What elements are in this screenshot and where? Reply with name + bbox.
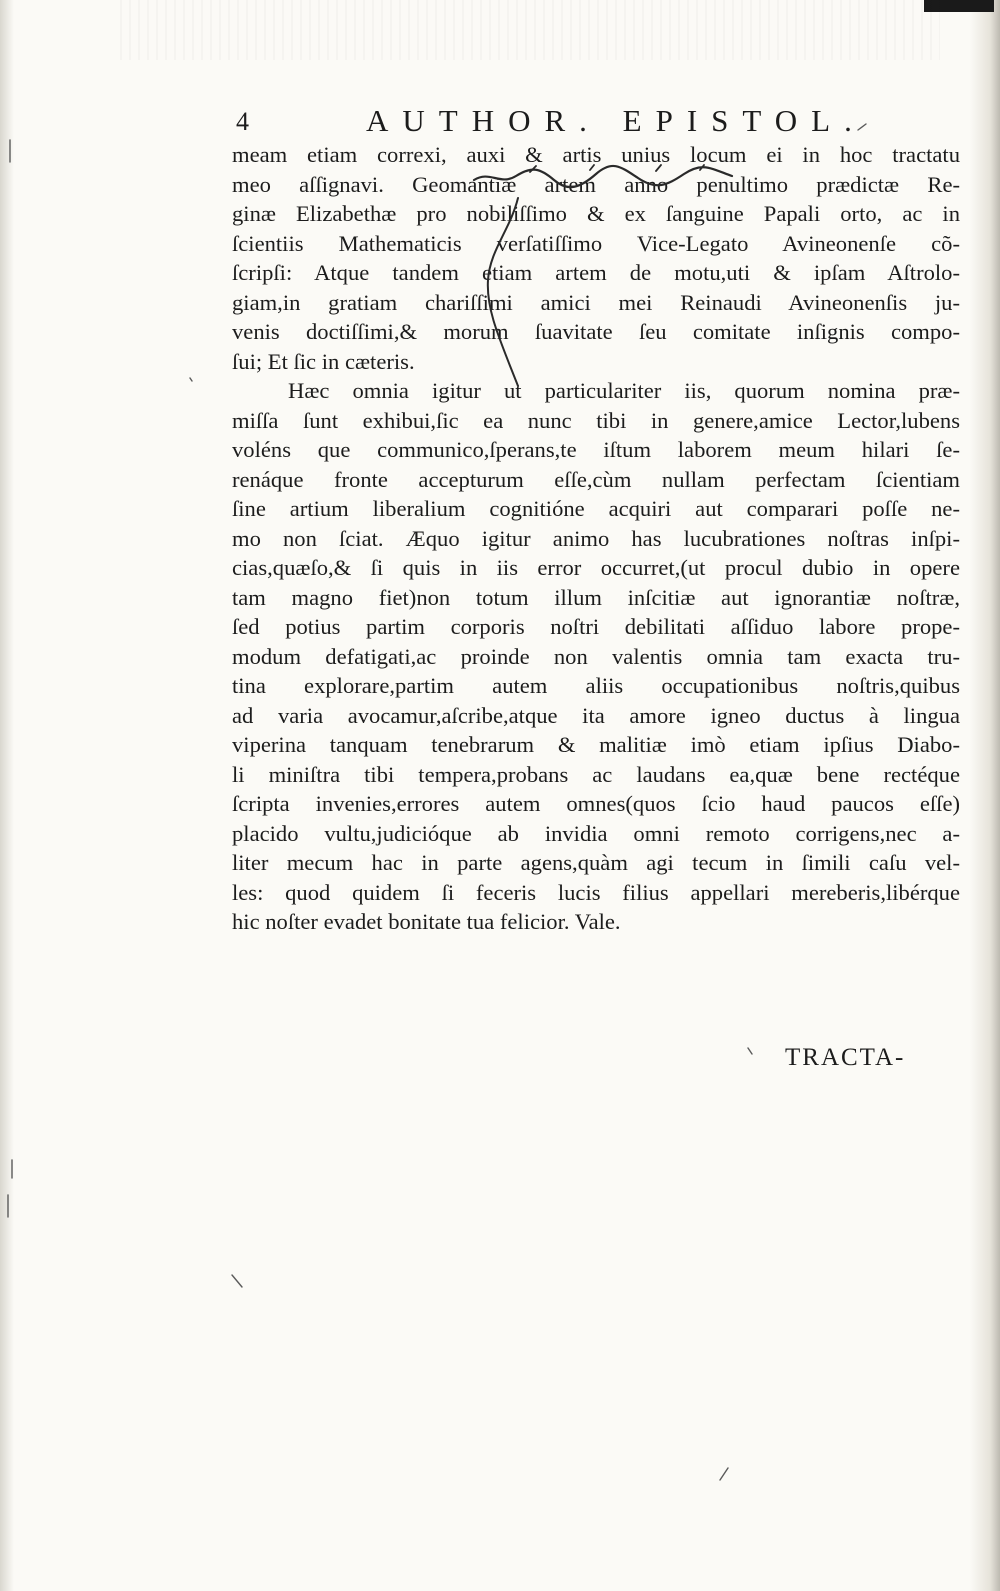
text-line: ſine artium liberalium cognitióne acquiri aut comparari poſſe ne- (232, 496, 960, 521)
text-line: ad varia avocamur,aſcribe,atque ita amore igneo ductus à lingua (232, 702, 960, 728)
text-line: viperina tanquam tenebrarum & malitiæ imò etiam ipſius Diabo- (232, 732, 960, 757)
text-line: li miniſtra tibi tempera,probans ac laudans ea,quæ bene rectéque (232, 761, 960, 787)
text-line: cias,quæſo,& ſi quis in iis error occurret,(ut procul dubio in opere (232, 555, 960, 580)
page-edge-shadow-right (970, 0, 1000, 1591)
text-line: renáque fronte accepturum eſſe,cùm nullam perfectam ſcientiam (232, 466, 960, 492)
text-line: meo aſſignavi. Geomantiæ artem anno penultimo prædictæ Re- (232, 171, 960, 197)
text-line: tam magno fiet)non totum illum inſcitiæ aut ignorantiæ noſtræ, (232, 584, 960, 610)
paragraph-end-line: ſui; Et ſic in cæteris. (232, 348, 415, 374)
running-head: AUTHOR. EPISTOL. (366, 103, 866, 138)
text-line: ginæ Elizabethæ pro nobiliſſimo & ex ſanguine Papali orto, ac in (232, 201, 960, 226)
text-line: voléns que communico,ſperans,te iſtum laborem meum hilari ſe- (232, 437, 960, 462)
text-line: miſſa ſunt exhibui,ſic ea nunc tibi in genere,amice Lector,lubens (232, 407, 960, 433)
paragraph-end-line: hic noſter evadet bonitate tua felicior. Vale. (232, 909, 621, 934)
text-line: ſcripſi: Atque tandem etiam artem de motu,uti & ipſam Aſtrolo- (232, 260, 960, 285)
text-line: meam etiam correxi, auxi & artis unius locum ei in hoc tractatu (232, 142, 960, 167)
text-line: ſcripta invenies,errores autem omnes(quos ſcio haud paucos eſſe) (232, 791, 960, 816)
text-line: placido vultu,judicióque ab invidia omni remoto corrigens,nec a- (232, 820, 960, 846)
show-through-bleed (120, 0, 940, 60)
page-header (236, 103, 956, 143)
page-edge-shadow-left (0, 0, 14, 1591)
text-line: les: quod quidem ſi feceris lucis filius appellari mereberis,libérque (232, 879, 960, 905)
page-number: 4 (236, 107, 249, 136)
text-line: modum defatigati,ac proinde non valentis omnia tam exacta tru- (232, 643, 960, 669)
handwritten-annotation (470, 162, 740, 192)
text-line: mo non ſciat. Æquo igitur animo has lucubrationes noſtras inſpi- (232, 525, 960, 551)
text-line: tina explorare,partim autem aliis occupationibus noſtris,quibus (232, 673, 960, 698)
text-line: liter mecum hac in parte agens,quàm agi tecum in ſimili caſu vel- (232, 850, 960, 875)
body-text (232, 140, 960, 937)
text-line: giam,in gratiam chariſſimi amici mei Reinaudi Avineonenſis ju- (232, 289, 960, 315)
text-line: venis doctiſſimi,& morum ſuavitate ſeu comitate inſignis compo- (232, 319, 960, 344)
paragraph-first-line: Hæc omnia igitur ut particulariter iis, quorum nomina præ- (288, 378, 960, 403)
handwritten-insertion-stroke (460, 190, 540, 390)
catchword: TRACTA- (785, 1044, 906, 1071)
text-line: ſcientiis Mathematicis verſatiſſimo Vice-Legato Avineonenſe cõ- (232, 230, 960, 256)
text-line: ſed potius partim corporis noſtri debilitati aſſiduo labore prope- (232, 614, 960, 639)
